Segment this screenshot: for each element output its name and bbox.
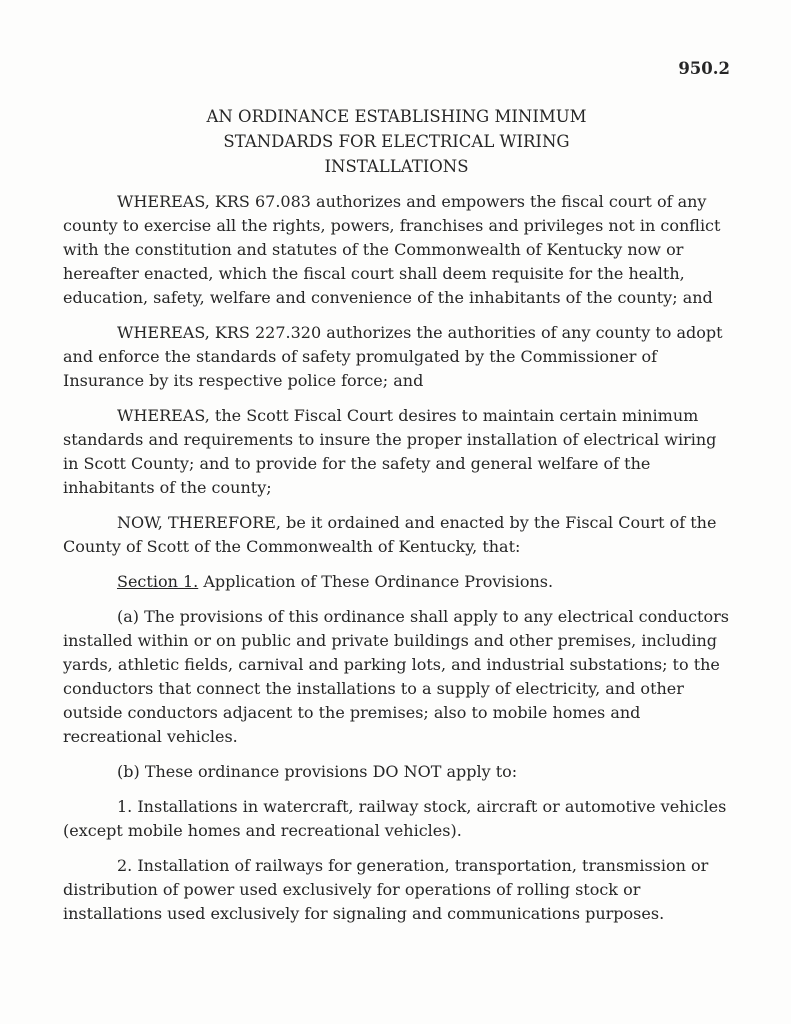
section-1-heading bbox=[63, 570, 730, 594]
exclusion-item-2: 2. Installation of railways for generation, transportation, transmission or distribution of power used exclusively for operations of rolling stock or installations used exclusively for signaling and communications purposes. bbox=[63, 856, 709, 923]
provision-b: (b) These ordinance provisions DO NOT apply to: bbox=[117, 762, 518, 781]
document-title bbox=[63, 104, 730, 179]
whereas-clause-1: WHEREAS, KRS 67.083 authorizes and empowers the fiscal court of any county to exercise all the rights, powers, franchises and privileges not in conflict with the constitution and statutes of the Commonwealth of Kentucky now or hereafter enacted, which the fiscal court shall deem requisite for the health, education, safety, welfare and convenience of the inhabitants of the county; and bbox=[63, 192, 721, 307]
whereas-clause-2: WHEREAS, KRS 227.320 authorizes the authorities of any county to adopt and enforce the standards of safety promulgated by the Commissioner of Insurance by its respective police force; and bbox=[63, 323, 723, 390]
exclusion-item-1: 1. Installations in watercraft, railway stock, aircraft or automotive vehicles (except mobile homes and recreational vehicles). bbox=[63, 797, 727, 840]
page-number: 950.2 bbox=[678, 59, 730, 78]
title-line-3: INSTALLATIONS bbox=[324, 157, 469, 176]
title-line-1: AN ORDINANCE ESTABLISHING MINIMUM bbox=[206, 107, 587, 126]
enactment-clause: NOW, THEREFORE, be it ordained and enacted by the Fiscal Court of the County of Scott of the Commonwealth of Kentucky, that: bbox=[63, 513, 717, 556]
provision-a: (a) The provisions of this ordinance shall apply to any electrical conductors installed within or on public and private buildings and other premises, including yards, athletic fields, carnival and parking lots, and industrial substations; to the conductors that connect the installations to a supply of electricity, and other outside conductors adjacent to the premises; also to mobile homes and recreational vehicles. bbox=[63, 607, 729, 746]
section-1-label: Section 1. bbox=[117, 572, 199, 591]
whereas-clause-3: WHEREAS, the Scott Fiscal Court desires to maintain certain minimum standards and requirements to insure the proper installation of electrical wiring in Scott County; and to provide for the safety and general welfare of the inhabitants of the county; bbox=[63, 406, 717, 497]
section-1-title: Application of These Ordinance Provisions. bbox=[198, 572, 554, 591]
title-line-2: STANDARDS FOR ELECTRICAL WIRING bbox=[223, 132, 570, 151]
